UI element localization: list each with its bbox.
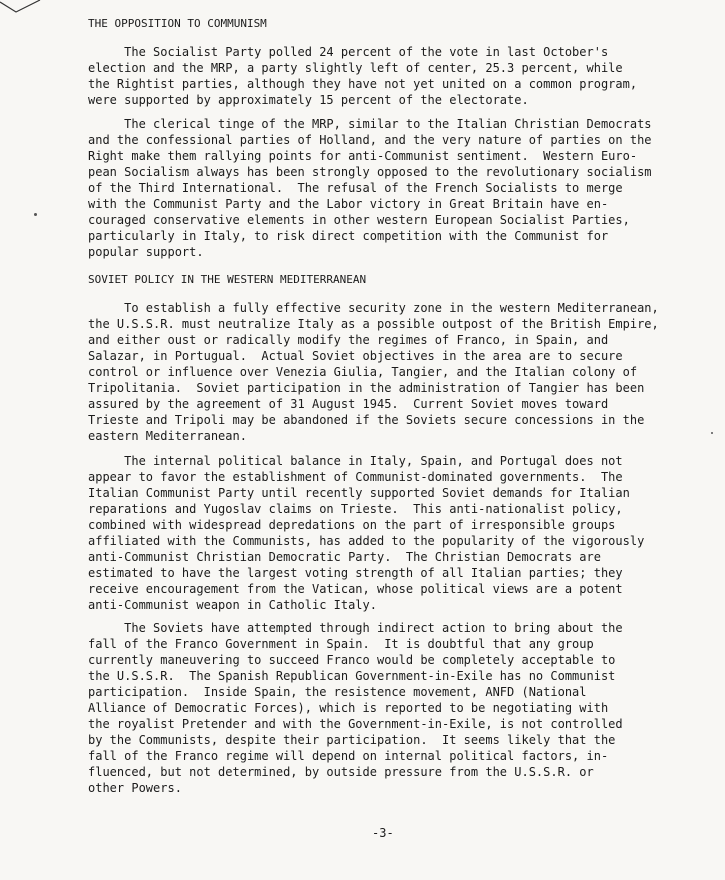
corner-fold-mark [0,0,42,20]
text-line: Trieste and Tripoli may be abandoned if the Soviets secure concessions in the [88,413,645,427]
text-line: of the Third International. The refusal of the French Socialists to merge [88,181,623,195]
text-line: eastern Mediterranean. [88,429,247,443]
text-line: popular support. [88,245,204,259]
paragraph [88,300,672,444]
text-line: and either oust or radically modify the regimes of Franco, in Spain, and [88,333,609,347]
margin-speck-left [34,213,37,216]
text-line: pean Socialism always has been strongly opposed to the revolutionary socialism [88,165,652,179]
section-heading-opposition: THE OPPOSITION TO COMMUNISM [88,17,267,30]
text-line: Alliance of Democratic Forces), which is reported to be negotiating with [88,701,609,715]
text-line: couraged conservative elements in other western European Socialist Parties, [88,213,630,227]
paragraph [88,453,672,613]
text-line: participation. Inside Spain, the resistence movement, ANFD (National [88,685,587,699]
paragraph [88,620,672,796]
text-line: anti-Communist weapon in Catholic Italy. [88,598,377,612]
text-line: fluenced, but not determined, by outside pressure from the U.S.S.R. or [88,765,594,779]
text-line: Right make them rallying points for anti-Communist sentiment. Western Euro- [88,149,638,163]
text-line: the U.S.S.R. must neutralize Italy as a possible outpost of the British Empire, [88,317,659,331]
text-line: fall of the Franco Government in Spain. It is doubtful that any group [88,637,594,651]
text-line: Salazar, in Portugual. Actual Soviet objectives in the area are to secure [88,349,623,363]
text-line: control or influence over Venezia Giulia, Tangier, and the Italian colony of [88,365,638,379]
text-line: the Rightist parties, although they have not yet united on a common program, [88,77,638,91]
text-line: election and the MRP, a party slightly left of center, 25.3 percent, while [88,61,623,75]
text-line: receive encouragement from the Vatican, whose political views are a potent [88,582,623,596]
text-line: affiliated with the Communists, has added to the popularity of the vigorously [88,534,645,548]
text-line: currently maneuvering to succeed Franco would be completely acceptable to [88,653,616,667]
text-line: combined with widespread depredations on the part of irresponsible groups [88,518,616,532]
text-line: assured by the agreement of 31 August 1945. Current Soviet moves toward [88,397,609,411]
text-line: other Powers. [88,781,182,795]
paragraph [88,44,672,108]
text-line: were supported by approximately 15 percent of the electorate. [88,93,529,107]
text-line: estimated to have the largest voting strength of all Italian parties; they [88,566,623,580]
page-number: -3- [372,826,394,840]
text-line: fall of the Franco regime will depend on internal political factors, in- [88,749,609,763]
text-line: by the Communists, despite their participation. It seems likely that the [88,733,616,747]
text-line: Tripolitania. Soviet participation in the administration of Tangier has been [88,381,645,395]
text-line: particularly in Italy, to risk direct competition with the Communist for [88,229,609,243]
section-heading-soviet-policy: SOVIET POLICY IN THE WESTERN MEDITERRANEAN [88,273,367,286]
margin-speck-right [711,432,713,434]
text-line: appear to favor the establishment of Communist-dominated governments. The [88,470,623,484]
text-line: with the Communist Party and the Labor victory in Great Britain have en- [88,197,609,211]
text-line: The Soviets have attempted through indirect action to bring about the [88,621,623,635]
text-line: and the confessional parties of Holland, and the very nature of parties on the [88,133,652,147]
paragraph [88,116,672,260]
text-line: the U.S.S.R. The Spanish Republican Government-in-Exile has no Communist [88,669,616,683]
text-line: To establish a fully effective security zone in the western Mediterranean, [88,301,659,315]
text-line: the royalist Pretender and with the Government-in-Exile, is not controlled [88,717,623,731]
text-line: Italian Communist Party until recently supported Soviet demands for Italian [88,486,630,500]
text-line: The Socialist Party polled 24 percent of the vote in last October's [88,45,609,59]
text-line: The clerical tinge of the MRP, similar to the Italian Christian Democrats [88,117,652,131]
text-line: reparations and Yugoslav claims on Trieste. This anti-nationalist policy, [88,502,623,516]
text-line: anti-Communist Christian Democratic Party. The Christian Democrats are [88,550,601,564]
text-line: The internal political balance in Italy, Spain, and Portugal does not [88,454,623,468]
